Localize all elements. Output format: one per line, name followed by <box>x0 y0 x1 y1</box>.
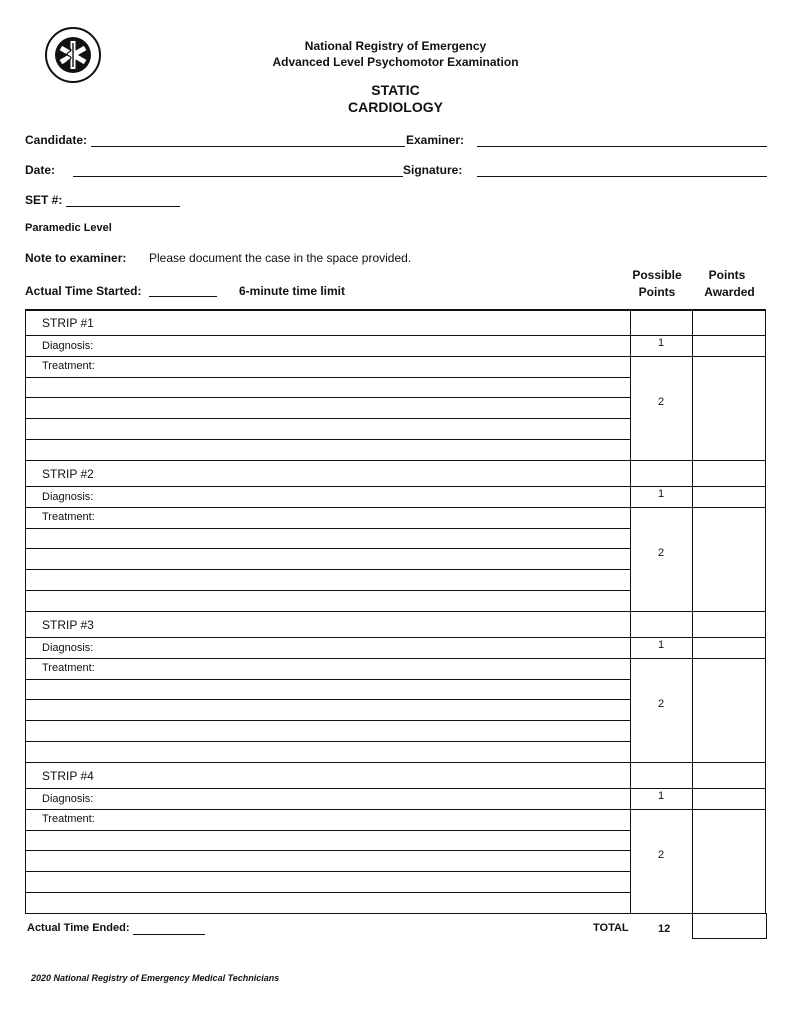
note-text: Please document the case in the space provided. <box>149 251 412 265</box>
row-line <box>630 486 765 487</box>
row-line <box>25 590 630 591</box>
time-ended-label: Actual Time Ended: <box>27 922 130 934</box>
row-line <box>630 788 765 789</box>
row-line <box>25 850 630 851</box>
strip-divider <box>25 762 765 763</box>
row-line <box>25 377 630 378</box>
set-label: SET #: <box>25 193 63 207</box>
treatment-possible-points: 2 <box>657 547 665 559</box>
signature-label: Signature: <box>403 163 463 177</box>
total-possible-points: 12 <box>658 923 671 935</box>
exam-title: Advanced Level Psychomotor Examination <box>272 55 519 69</box>
row-line <box>25 809 630 810</box>
strip-divider <box>25 460 765 461</box>
signature-field[interactable] <box>477 176 767 177</box>
column-divider <box>692 309 693 913</box>
time-started-label: Actual Time Started: <box>25 284 142 298</box>
diagnosis-label: Diagnosis: <box>42 340 94 352</box>
time-limit-label: 6-minute time limit <box>239 284 346 298</box>
diagnosis-label: Diagnosis: <box>42 793 94 805</box>
row-line <box>25 637 630 638</box>
level-label: Paramedic Level <box>25 222 112 234</box>
treatment-possible-points: 2 <box>657 698 665 710</box>
row-line <box>630 637 765 638</box>
row-line <box>25 439 630 440</box>
candidate-label: Candidate: <box>25 133 88 147</box>
row-line <box>25 699 630 700</box>
strip-title: STRIP #3 <box>42 618 94 632</box>
table-border-bottom <box>25 913 766 914</box>
row-line <box>25 335 630 336</box>
org-title: National Registry of Emergency <box>304 39 487 53</box>
row-line <box>630 809 765 810</box>
table-border-left <box>25 309 26 913</box>
row-line <box>630 658 765 659</box>
treatment-label: Treatment: <box>42 813 95 825</box>
row-line <box>25 720 630 721</box>
row-line <box>25 741 630 742</box>
row-line <box>25 569 630 570</box>
treatment-possible-points: 2 <box>657 396 665 408</box>
candidate-field[interactable] <box>91 146 405 147</box>
table-border-top <box>25 309 765 311</box>
row-line <box>25 418 630 419</box>
page-title-line-1: STATIC <box>371 82 420 98</box>
points-awarded-header-1: Points <box>708 268 746 282</box>
strip-divider <box>25 611 765 612</box>
diagnosis-possible-points: 1 <box>657 488 665 500</box>
row-line <box>630 335 765 336</box>
diagnosis-possible-points: 1 <box>657 337 665 349</box>
treatment-possible-points: 2 <box>657 849 665 861</box>
row-line <box>25 356 630 357</box>
diagnosis-possible-points: 1 <box>657 790 665 802</box>
row-line <box>630 356 765 357</box>
row-line <box>25 548 630 549</box>
treatment-label: Treatment: <box>42 360 95 372</box>
row-line <box>25 397 630 398</box>
date-field[interactable] <box>73 176 403 177</box>
strip-title: STRIP #1 <box>42 316 94 330</box>
set-field[interactable] <box>66 206 180 207</box>
total-awarded-box[interactable] <box>692 913 767 939</box>
diagnosis-label: Diagnosis: <box>42 491 94 503</box>
note-label: Note to examiner: <box>25 251 127 265</box>
points-awarded-header-2: Awarded <box>704 285 755 299</box>
strip-title: STRIP #4 <box>42 769 94 783</box>
row-line <box>25 658 630 659</box>
date-label: Date: <box>25 163 56 177</box>
examiner-label: Examiner: <box>406 133 465 147</box>
row-line <box>25 788 630 789</box>
time-started-field[interactable] <box>149 296 217 297</box>
treatment-label: Treatment: <box>42 511 95 523</box>
possible-points-header-1: Possible <box>632 268 682 282</box>
page-title-line-2: CARDIOLOGY <box>348 99 443 115</box>
time-ended-field[interactable] <box>133 934 205 935</box>
row-line <box>630 507 765 508</box>
strip-title: STRIP #2 <box>42 467 94 481</box>
possible-points-header-2: Points <box>638 285 676 299</box>
row-line <box>25 486 630 487</box>
examiner-field[interactable] <box>477 146 767 147</box>
row-line <box>25 892 630 893</box>
row-line <box>25 871 630 872</box>
treatment-label: Treatment: <box>42 662 95 674</box>
diagnosis-possible-points: 1 <box>657 639 665 651</box>
row-line <box>25 528 630 529</box>
row-line <box>25 507 630 508</box>
row-line <box>25 679 630 680</box>
row-line <box>25 830 630 831</box>
footer-copyright: 2020 National Registry of Emergency Medical Technicians <box>31 973 280 983</box>
table-border-right <box>765 309 766 913</box>
diagnosis-label: Diagnosis: <box>42 642 94 654</box>
total-label: TOTAL <box>593 922 629 934</box>
